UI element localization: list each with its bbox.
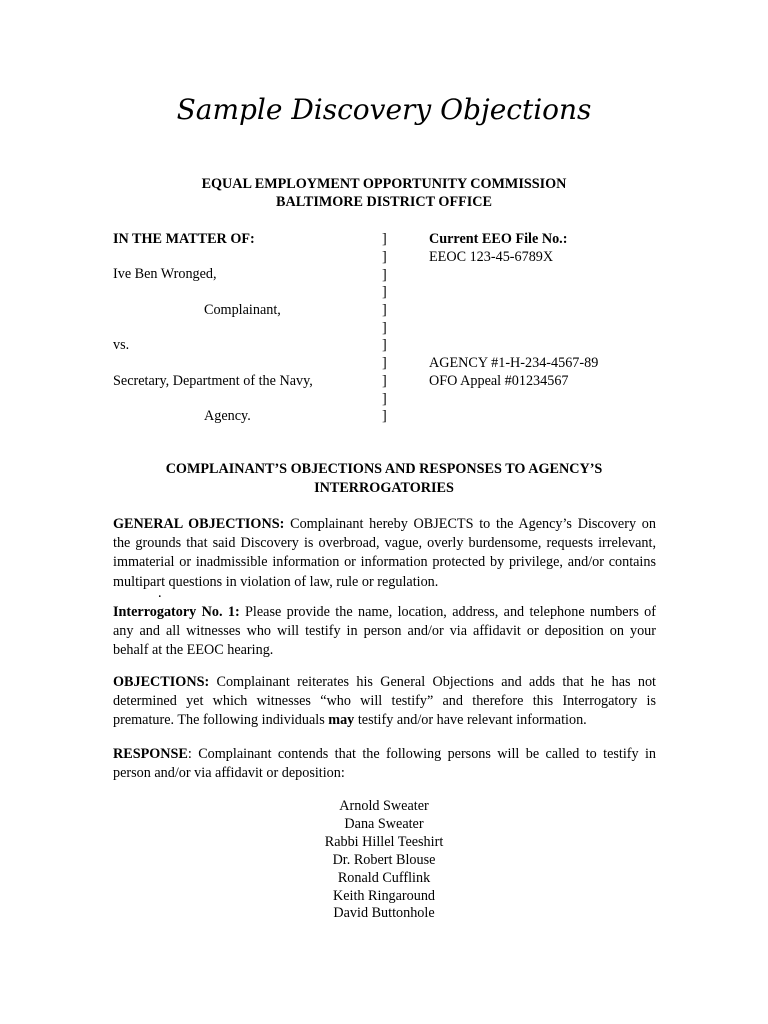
response-label: RESPONSE: [113, 746, 188, 762]
objections-label: OBJECTIONS:: [113, 674, 210, 690]
objections-text-end: testify and/or have relevant information.: [354, 712, 587, 729]
objections-paragraph: [113, 673, 656, 731]
agency-name: EQUAL EMPLOYMENT OPPORTUNITY COMMISSION: [201, 176, 567, 192]
document-title: Sample Discovery Objections: [176, 93, 592, 126]
witness-list: [0, 798, 768, 923]
ofo-appeal-number: OFO Appeal #01234567: [429, 373, 569, 389]
objections-text: Complainant reiterates his General Objections and adds that he has not determined yet which witnesses “who will testify” and therefore this Interrogatory is premature. The following individuals: [113, 674, 656, 729]
district-office: BALTIMORE DISTRICT OFFICE: [275, 194, 493, 210]
matter-label: IN THE MATTER OF:: [113, 231, 255, 247]
respondent-name: Secretary, Department of the Navy,: [113, 373, 313, 389]
separator-dot: .: [158, 585, 162, 601]
response-paragraph: [113, 745, 656, 783]
complainant-role: Complainant,: [204, 302, 281, 318]
bracket: ]: [382, 355, 387, 371]
interrogatory-label: Interrogatory No. 1:: [113, 604, 240, 620]
general-objections-paragraph: [113, 515, 656, 592]
versus-label: vs.: [113, 337, 130, 353]
respondent-role: Agency.: [204, 408, 251, 424]
bracket: ]: [382, 249, 387, 265]
complainant-name: Ive Ben Wronged,: [113, 266, 217, 282]
witness-name: Dr. Robert Blouse: [332, 851, 436, 868]
bracket: ]: [382, 231, 387, 247]
bracket: ]: [382, 391, 387, 407]
objections-emphasis: may: [328, 712, 355, 729]
witness-name: Rabbi Hillel Teeshirt: [324, 833, 444, 850]
interrogatory-text: Please provide the name, location, address, and telephone numbers of any and all witnesses who will testify in person and/or via affidavit or deposition on your behalf at the EEOC hearing.: [113, 604, 657, 659]
bracket: ]: [382, 408, 387, 424]
witness-name: Keith Ringaround: [332, 887, 436, 904]
witness-name: David Buttonhole: [333, 905, 435, 922]
bracket: ]: [382, 267, 387, 283]
bracket: ]: [382, 337, 387, 353]
bracket: ]: [382, 320, 387, 336]
response-text: : Complainant contends that the following persons will be called to testify in person and/or via affidavit or deposition:: [113, 746, 656, 782]
bracket: ]: [382, 373, 387, 389]
witness-name: Arnold Sweater: [339, 798, 429, 814]
general-objections-text: Complainant hereby OBJECTS to the Agency’s Discovery on the grounds that said Discovery is overbroad, vague, overly burdensome, requests irrelevant, immaterial or inadmissible information or information protected by privilege, and/or contains multipart questions in violation of law, rule or regulation.: [113, 516, 656, 590]
bracket: ]: [382, 302, 387, 318]
witness-name: Ronald Cufflink: [337, 869, 431, 886]
general-objections-label: GENERAL OBJECTIONS:: [113, 516, 285, 532]
file-number-label: Current EEO File No.:: [429, 231, 568, 247]
section-title-continued: INTERROGATORIES: [314, 480, 454, 496]
interrogatory-paragraph: [113, 603, 656, 661]
file-number-value: EEOC 123-45-6789X: [429, 249, 554, 265]
witness-name: Dana Sweater: [344, 815, 424, 832]
bracket: ]: [382, 284, 387, 300]
section-title: COMPLAINANT’S OBJECTIONS AND RESPONSES TO AGENCY’S: [165, 461, 603, 477]
agency-number: AGENCY #1-H-234-4567-89: [429, 355, 599, 371]
